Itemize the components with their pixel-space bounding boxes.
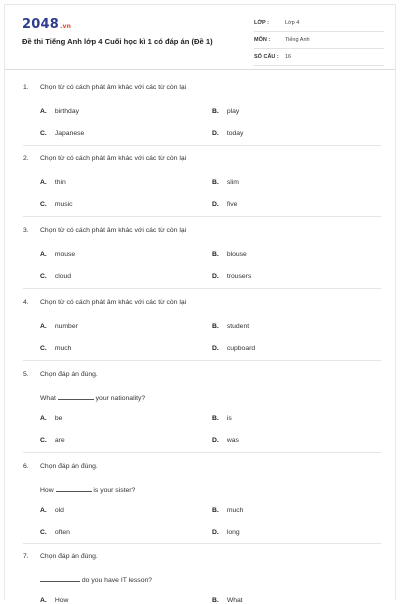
question-sentence: How is your sister?	[40, 487, 136, 494]
option-b[interactable]: B. blouse	[212, 251, 247, 258]
site-logo[interactable]	[22, 17, 71, 32]
option-b[interactable]: B. much	[212, 507, 244, 514]
exam-header	[5, 5, 395, 70]
question-prompt: Chọn từ có cách phát âm khác với các từ còn lại	[40, 84, 187, 91]
question-number: 5.	[23, 371, 29, 378]
divider	[23, 452, 381, 453]
option-b[interactable]: B. is	[212, 415, 232, 422]
option-b[interactable]: B. student	[212, 323, 250, 330]
logo-text: 2048	[22, 17, 59, 32]
question-prompt: Chọn đáp án đúng.	[40, 371, 98, 378]
question-number: 2.	[23, 155, 29, 162]
question-prompt: Chọn từ có cách phát âm khác với các từ còn lại	[40, 155, 187, 162]
option-d[interactable]: D. cupboard	[212, 345, 256, 352]
option-a[interactable]: A. be	[40, 415, 63, 422]
question-prompt: Chọn đáp án đúng.	[40, 463, 98, 470]
exam-page	[4, 4, 396, 604]
option-a[interactable]: A. How	[40, 597, 69, 604]
option-a[interactable]: A. number	[40, 323, 78, 330]
option-b[interactable]: B. What	[212, 597, 243, 604]
option-c[interactable]: C. Japanese	[40, 130, 85, 137]
option-b[interactable]: B. play	[212, 108, 240, 115]
question-prompt: Chọn từ có cách phát âm khác với các từ còn lại	[40, 227, 187, 234]
meta-label: SỐ CÂU :	[254, 54, 279, 60]
divider	[23, 145, 381, 146]
option-c[interactable]: C. are	[40, 437, 65, 444]
option-d[interactable]: D. was	[212, 437, 239, 444]
question-prompt: Chọn đáp án đúng.	[40, 553, 98, 560]
divider	[23, 543, 381, 544]
answer-blank	[40, 575, 80, 582]
option-c[interactable]: C. cloud	[40, 273, 72, 280]
page-title: Đề thi Tiếng Anh lớp 4 Cuối học kì 1 có đáp án (Đề 1)	[22, 37, 213, 46]
option-c[interactable]: C. music	[40, 201, 73, 208]
meta-value: Tiếng Anh	[285, 37, 310, 43]
option-d[interactable]: D. trousers	[212, 273, 252, 280]
option-c[interactable]: C. often	[40, 529, 70, 536]
meta-value: 16	[285, 54, 292, 60]
meta-class	[254, 18, 384, 32]
question-number: 4.	[23, 299, 29, 306]
option-d[interactable]: D. today	[212, 130, 244, 137]
answer-blank	[58, 393, 94, 400]
question-sentence: What your nationality?	[40, 395, 146, 402]
option-a[interactable]: A. thin	[40, 179, 66, 186]
option-c[interactable]: C. much	[40, 345, 72, 352]
option-a[interactable]: A. mouse	[40, 251, 76, 258]
question-number: 6.	[23, 463, 29, 470]
option-d[interactable]: D. five	[212, 201, 238, 208]
question-number: 3.	[23, 227, 29, 234]
question-number: 1.	[23, 84, 29, 91]
logo-suffix: .vn	[59, 23, 72, 30]
meta-question-count	[254, 52, 384, 66]
divider	[23, 216, 381, 217]
question-prompt: Chọn từ có cách phát âm khác với các từ còn lại	[40, 299, 187, 306]
meta-value: Lớp 4	[285, 20, 300, 26]
meta-subject	[254, 35, 384, 49]
meta-label: LỚP :	[254, 20, 269, 26]
exam-meta	[254, 18, 384, 69]
question-number: 7.	[23, 553, 29, 560]
question-sentence: do you have IT lesson?	[40, 575, 152, 584]
option-b[interactable]: B. slim	[212, 179, 239, 186]
meta-label: MÔN :	[254, 37, 271, 43]
option-a[interactable]: A. birthday	[40, 108, 79, 115]
divider	[23, 360, 381, 361]
answer-blank	[56, 485, 92, 492]
divider	[23, 288, 381, 289]
option-a[interactable]: A. old	[40, 507, 64, 514]
option-d[interactable]: D. long	[212, 529, 240, 536]
